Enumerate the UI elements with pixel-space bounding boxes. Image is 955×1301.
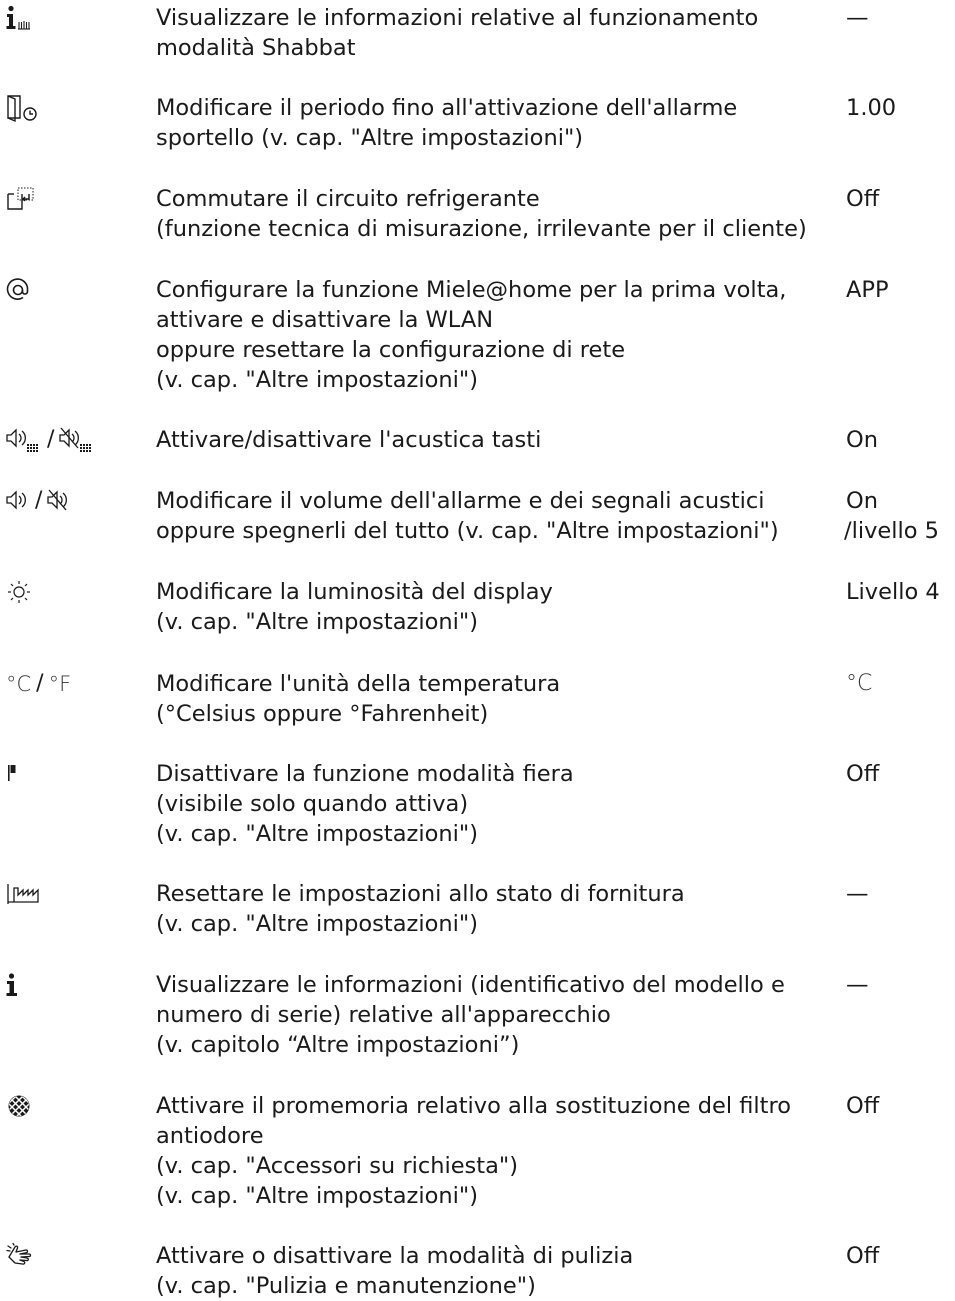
row-description	[156, 93, 836, 153]
row-value	[846, 486, 939, 546]
fahrenheit-label: °F	[48, 672, 72, 696]
row-value: —	[846, 972, 869, 998]
temperature-unit-icon	[6, 669, 71, 699]
desc-line: Modificare il volume dell'allarme e dei segnali acustici	[156, 488, 765, 514]
desc-line: (v. cap. "Altre impostazioni")	[156, 821, 478, 847]
brightness-icon	[6, 577, 32, 607]
desc-line: (visibile solo quando attiva)	[156, 791, 469, 817]
row-description	[156, 1241, 836, 1301]
desc-line: (v. cap. "Altre impostazioni")	[156, 367, 478, 393]
desc-line: (v. cap. "Pulizia e manutenzione")	[156, 1273, 536, 1299]
value-line: On	[846, 488, 878, 514]
icon-separator: /	[36, 671, 44, 696]
row-value: On	[846, 427, 878, 453]
desc-line: Visualizzare le informazioni (identificativo del modello e	[156, 972, 785, 998]
volume-off-icon	[47, 488, 71, 514]
desc-line: (v. cap. "Altre impostazioni")	[156, 1183, 478, 1209]
row-value: Livello 4	[846, 579, 940, 605]
refrigerant-circuit-icon	[6, 184, 36, 214]
cleaning-mode-icon	[6, 1241, 34, 1271]
celsius-label: °C	[6, 672, 32, 696]
icon-separator: /	[35, 488, 43, 513]
row-value: Off	[846, 186, 880, 212]
desc-line: Resettare le impostazioni allo stato di fornitura	[156, 881, 685, 907]
desc-line: (v. cap. "Altre impostazioni")	[156, 911, 478, 937]
miele-home-at-icon	[6, 275, 30, 305]
desc-line: (v. cap. "Accessori su richiesta")	[156, 1153, 519, 1179]
desc-line: Attivare/disattivare l'acustica tasti	[156, 427, 542, 453]
row-description	[156, 879, 836, 939]
desc-line: Configurare la funzione Miele@home per la prima volta,	[156, 277, 787, 303]
desc-line: Modificare il periodo fino all'attivazione dell'allarme	[156, 95, 738, 121]
row-value: APP	[846, 277, 889, 303]
row-description	[156, 970, 836, 1060]
row-value: °C	[846, 671, 873, 696]
desc-line: oppure spegnerli del tutto (v. cap. "Altre impostazioni")	[156, 518, 779, 544]
desc-line: Disattivare la funzione modalità fiera	[156, 761, 574, 787]
row-description	[156, 759, 836, 849]
keypad-tone-icon	[6, 425, 95, 455]
row-description	[156, 1091, 836, 1211]
desc-line: Attivare il promemoria relativo alla sostituzione del filtro	[156, 1093, 792, 1119]
info-icon	[6, 970, 20, 1000]
row-value: —	[846, 881, 869, 907]
desc-line: antiodore	[156, 1123, 264, 1149]
icon-separator: /	[47, 427, 55, 452]
row-description	[156, 184, 836, 244]
desc-line: oppure resettare la configurazione di rete	[156, 337, 626, 363]
volume-icon	[6, 486, 71, 516]
sabbath-info-icon	[6, 3, 34, 33]
row-value: 1.00	[846, 95, 897, 121]
desc-line: numero di serie) relative all'apparecchio	[156, 1002, 611, 1028]
row-value: Off	[846, 1243, 880, 1269]
value-line: /livello 5	[844, 518, 939, 544]
row-description	[156, 486, 836, 546]
factory-reset-icon	[6, 879, 40, 909]
row-description	[156, 425, 836, 455]
desc-line: Commutare il circuito refrigerante	[156, 186, 540, 212]
desc-line: attivare e disattivare la WLAN	[156, 307, 494, 333]
desc-line: Attivare o disattivare la modalità di pulizia	[156, 1243, 634, 1269]
desc-line: sportello (v. cap. "Altre impostazioni")	[156, 125, 584, 151]
row-description	[156, 669, 836, 729]
row-value: Off	[846, 761, 880, 787]
keypad-tone-off-icon	[59, 426, 95, 454]
desc-line: Modificare l'unità della temperatura	[156, 671, 561, 697]
desc-line: Modificare la luminosità del display	[156, 579, 553, 605]
desc-line: modalità Shabbat	[156, 35, 356, 61]
desc-line: (funzione tecnica di misurazione, irrilevante per il cliente)	[156, 216, 807, 242]
desc-line: (°Celsius oppure °Fahrenheit)	[156, 701, 489, 727]
desc-line: (v. capitolo “Altre impostazioni”)	[156, 1032, 520, 1058]
row-value: —	[846, 5, 869, 31]
odour-filter-icon	[6, 1091, 32, 1121]
row-description	[156, 3, 836, 63]
desc-line: (v. cap. "Altre impostazioni")	[156, 609, 478, 635]
row-description	[156, 577, 836, 637]
row-description	[156, 275, 836, 395]
showroom-flag-icon	[6, 759, 20, 789]
row-value: Off	[846, 1093, 880, 1119]
door-alarm-timer-icon	[6, 93, 40, 123]
desc-line: Visualizzare le informazioni relative al funzionamento	[156, 5, 759, 31]
